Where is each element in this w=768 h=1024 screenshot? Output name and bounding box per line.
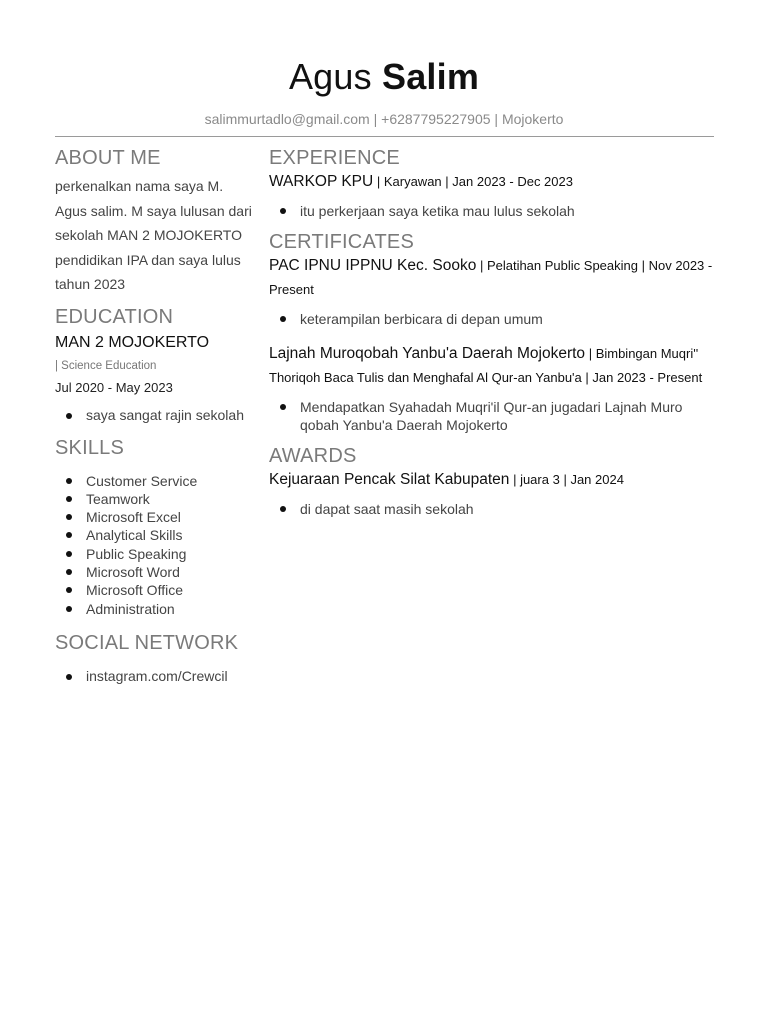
certificate-entry-head: Lajnah Muroqobah Yanbu'a Daerah Mojokerto | Bimbingan Muqri'' Thoriqoh Baca Tulis dan Menghafal Al Qur-an Yanbu'a | Jan 2023 - Present [269,345,703,385]
experience-title: EXPERIENCE [269,147,400,169]
skill-item: Microsoft Excel [55,508,260,526]
header-divider [55,136,714,137]
award-entry-head: Kejuaraan Pencak Silat Kabupaten | juara 3 | Jan 2024 [269,471,624,488]
skill-item: Customer Service [55,472,260,490]
candidate-name [0,56,768,98]
certificate-dates: Jan 2023 - Present [592,370,703,385]
contact-line: salimmurtadlo@gmail.com | +6287795227905 | Mojokerto [204,111,564,127]
resume-header [0,56,768,127]
social-link[interactable]: instagram.com/Crewcil [55,668,260,684]
list-item: saya sangat rajin sekolah [55,407,260,423]
last-name: Salim [382,56,480,97]
skill-item: Administration [55,600,260,618]
experience-dates: Jan 2023 - Dec 2023 [452,174,573,189]
skill-item: Teamwork [55,490,260,508]
certificate-entry-head: PAC IPNU IPPNU Kec. Sooko | Pelatihan Public Speaking | Nov 2023 - Present [269,257,713,297]
award-bullets [269,500,719,518]
skill-item: Public Speaking [55,545,260,563]
social-list [55,668,260,684]
certificate-issuer: Lajnah Muroqobah Yanbu'a Daerah Mojokerto [269,345,586,362]
certificate-issuer: PAC IPNU IPPNU Kec. Sooko [269,257,477,274]
list-item: di dapat saat masih sekolah [269,500,719,518]
skill-item: Microsoft Office [55,581,260,599]
education-field: | Science Education [55,359,157,372]
skills-list [55,472,260,618]
right-column [269,146,719,518]
first-name: Agus [288,56,372,97]
award-dates: Jan 2024 [570,472,624,487]
certificate-name: Bimbingan Muqri'' Thoriqoh Baca Tulis dan Menghafal Al Qur-an Yanbu'a [269,346,699,385]
award-name: Kejuaraan Pencak Silat Kabupaten [269,471,510,488]
education-title: EDUCATION [55,305,174,328]
certificate-name: Pelatihan Public Speaking [486,258,638,273]
award-rank: juara 3 [520,472,560,487]
education-school: MAN 2 MOJOKERTO [55,333,210,351]
education-bullets [55,407,260,423]
certificate-dates: Nov 2023 - Present [269,258,713,297]
social-title: SOCIAL NETWORK [55,631,239,654]
experience-role: Karyawan [383,174,442,189]
skills-title: SKILLS [55,436,125,459]
skill-item: Microsoft Word [55,563,260,581]
experience-entry-head: WARKOP KPU | Karyawan | Jan 2023 - Dec 2023 [269,173,573,190]
certificates-title: CERTIFICATES [269,231,415,253]
education-dates: Jul 2020 - May 2023 [55,379,173,395]
experience-company: WARKOP KPU [269,173,374,190]
list-item: keterampilan berbicara di depan umum [269,310,719,328]
awards-title: AWARDS [269,445,357,467]
list-item: itu perkerjaan saya ketika mau lulus sekolah [269,202,719,220]
certificate-bullets [269,398,719,434]
left-column [55,146,260,684]
about-title: ABOUT ME [55,147,161,169]
experience-bullets [269,202,719,220]
about-text: perkenalkan nama saya M. Agus salim. M saya lulusan dari sekolah MAN 2 MOJOKERTO pendidikan IPA dan saya lulus tahun 2023 [55,178,252,292]
certificate-bullets [269,310,719,328]
skill-item: Analytical Skills [55,526,260,544]
list-item: Mendapatkan Syahadah Muqri'il Qur-an jugadari Lajnah Muro qobah Yanbu'a Daerah Mojokerto [269,398,709,434]
